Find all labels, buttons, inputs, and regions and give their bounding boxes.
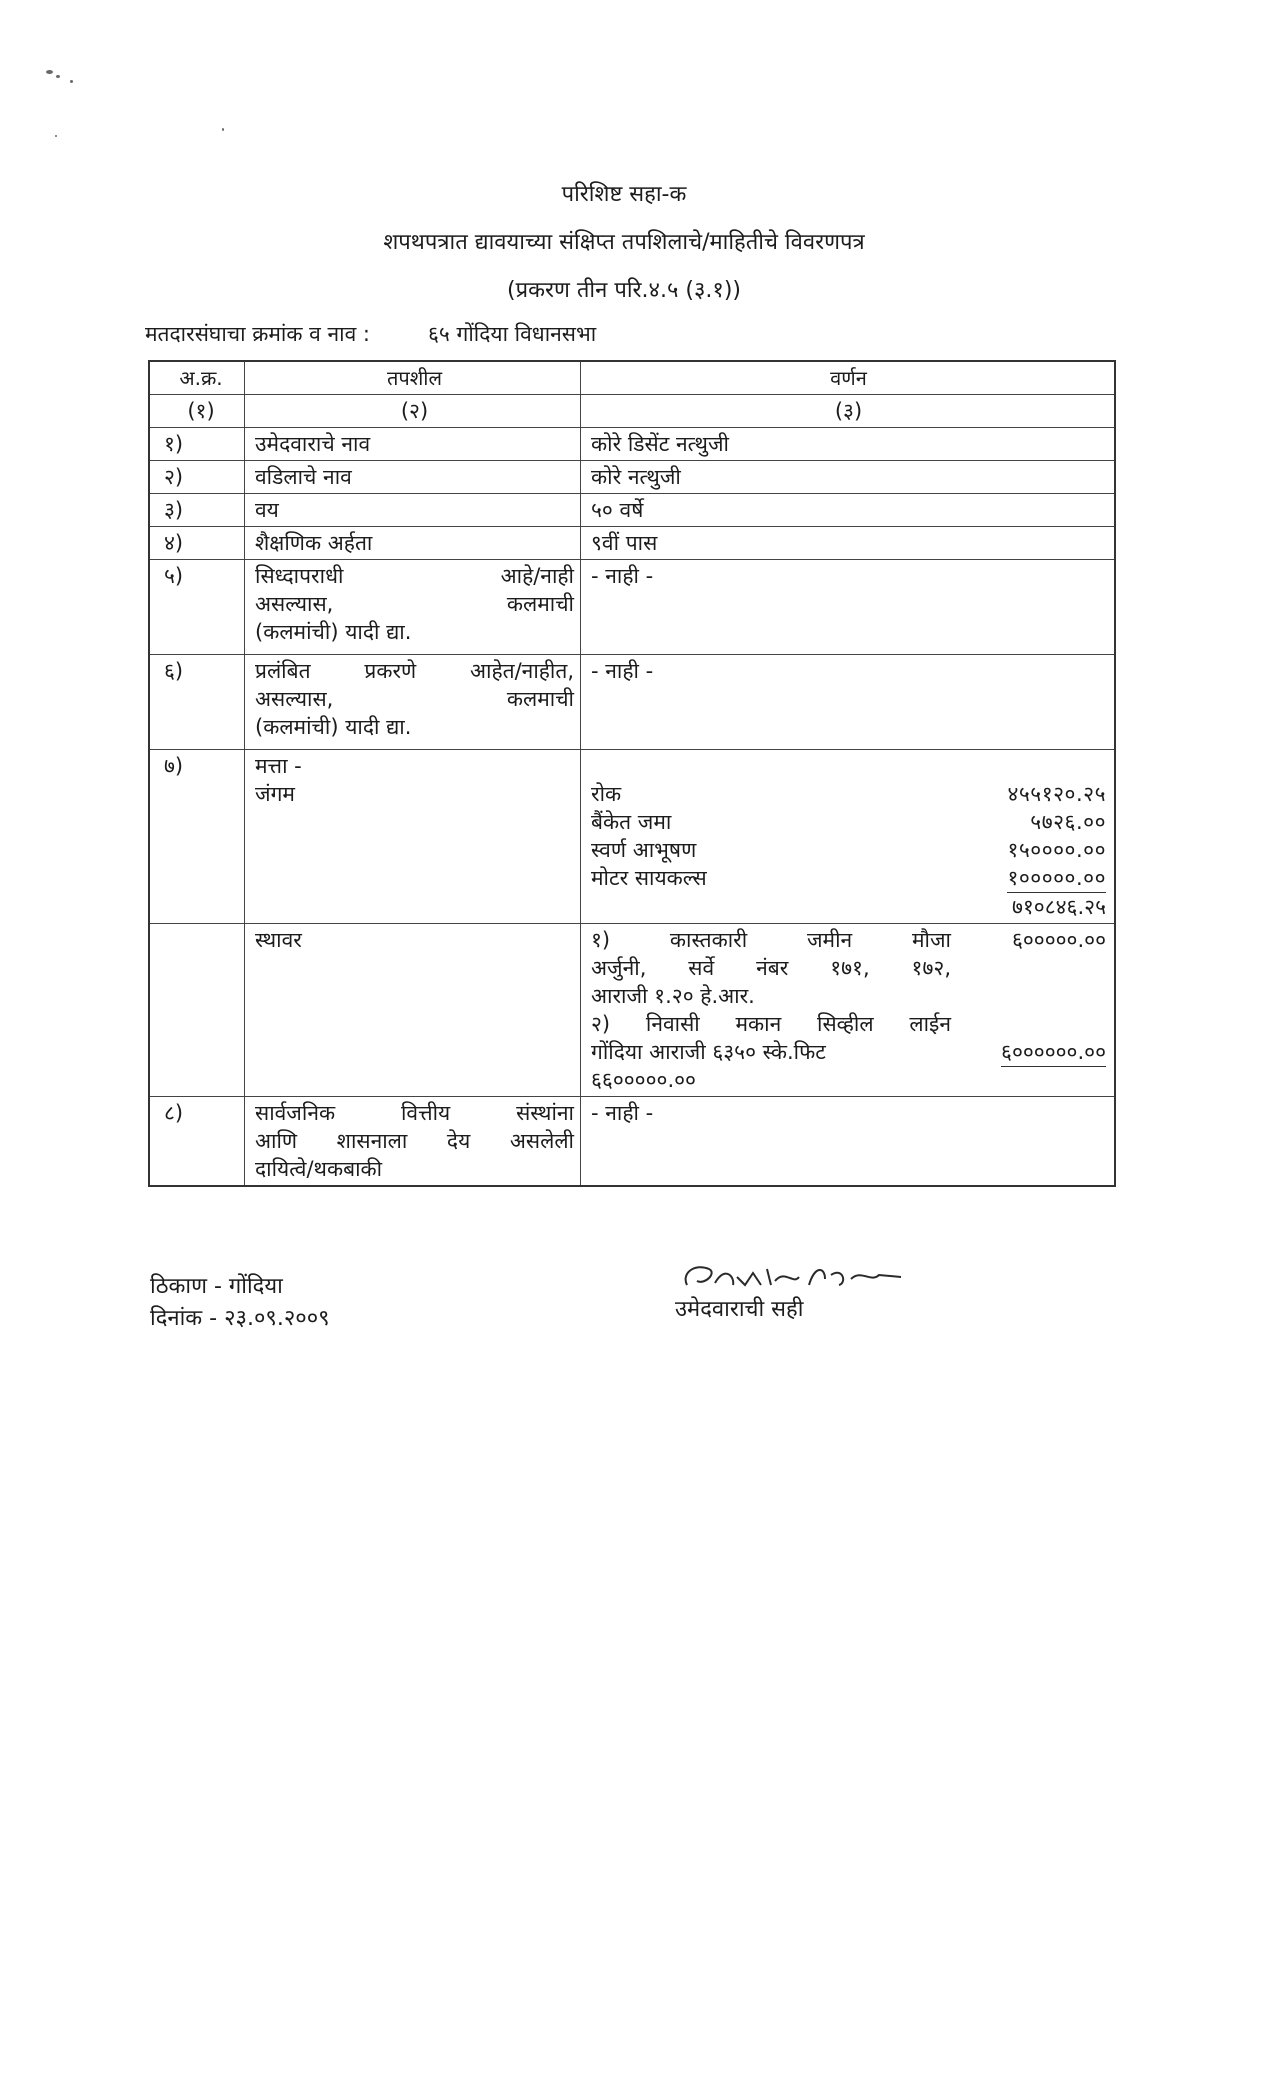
- table-row: [150, 560, 1114, 655]
- constituency-value: ६५ गोंदिया विधानसभा: [428, 322, 597, 346]
- assets-title: मत्ता -: [255, 754, 302, 778]
- movable-item-label: बैंकेत जमा: [591, 810, 672, 834]
- row-label: [245, 560, 581, 654]
- row-number-empty: [150, 924, 245, 1096]
- immovable-line: आराजी १.२० हे.आर.: [591, 984, 755, 1008]
- row-label: वय: [245, 494, 581, 526]
- row-label: [245, 655, 581, 749]
- row-label-line: (कलमांची) यादी द्या.: [255, 620, 412, 644]
- scan-speck: [70, 80, 73, 83]
- row-label-line: प्रलंबित प्रकरणे आहेत/नाहीत,: [255, 659, 574, 683]
- row-label-line: दायित्वे/थकबाकी: [255, 1157, 383, 1181]
- movable-item-label: मोटर सायकल्स: [591, 866, 707, 890]
- place-line: ठिकाण - गोंदिया: [150, 1274, 283, 1299]
- row-number: १): [150, 428, 245, 460]
- colnum-2: (२): [245, 395, 581, 427]
- document-reference: (प्रकरण तीन परि.४.५ (३.१)): [506, 278, 741, 303]
- immovable-amounts: [956, 926, 1106, 1066]
- movable-item: [591, 808, 1106, 836]
- row-value: ५० वर्षे: [591, 498, 644, 522]
- movable-label: जंगम: [255, 782, 295, 806]
- row-number: ५): [150, 560, 245, 654]
- movable-item-amount: १०००००.००: [1007, 864, 1106, 893]
- scan-speck: [46, 70, 53, 74]
- assets-immovable-row: [150, 924, 1114, 1097]
- affidavit-table: [148, 360, 1116, 1187]
- header-serial: अ.क्र.: [150, 362, 245, 394]
- table-row: [150, 655, 1114, 750]
- immovable-amount-1: ६०००००.००: [1011, 928, 1106, 952]
- table-colnum-row: [150, 395, 1114, 428]
- row-value: - नाही -: [591, 1101, 654, 1125]
- row-label-line: (कलमांची) यादी द्या.: [255, 715, 412, 739]
- immovable-line: १) कास्तकारी जमीन मौजा: [591, 928, 951, 952]
- row-label: शैक्षणिक अर्हता: [245, 527, 581, 559]
- row-value: - नाही -: [591, 564, 654, 588]
- table-header-row: [150, 362, 1114, 395]
- immovable-block: [591, 926, 1106, 1066]
- header-description: वर्णन: [830, 366, 867, 390]
- movable-item: [591, 864, 1106, 893]
- row-value: कोरे नत्थुजी: [591, 465, 681, 489]
- row-value: कोरे डिसेंट नत्थुजी: [591, 432, 729, 456]
- row-label-line: आणि शासनाला देय असलेली: [255, 1129, 574, 1153]
- immovable-line: गोंदिया आराजी ६३५० स्के.फिट: [591, 1040, 826, 1064]
- movable-item: [591, 780, 1106, 808]
- liabilities-row: [150, 1097, 1114, 1185]
- immovable-line: २) निवासी मकान सिव्हील लाईन: [591, 1012, 951, 1036]
- movable-total: ७१०८४६.२५: [1011, 895, 1106, 919]
- row-value: ९वीं पास: [591, 531, 658, 555]
- signature-caption: उमेदवाराची सही: [675, 1297, 804, 1322]
- movable-item-amount: ४५५१२०.२५: [1007, 782, 1106, 806]
- document-title: परिशिष्ट सहा-क: [561, 182, 687, 207]
- immovable-description: [591, 926, 951, 1066]
- immovable-amount-2: ६००००००.००: [1001, 1038, 1106, 1067]
- row-label-line: असल्यास, कलमाची: [255, 687, 574, 711]
- row-number: ३): [150, 494, 245, 526]
- table-row: [150, 461, 1114, 494]
- row-label: उमेदवाराचे नाव: [245, 428, 581, 460]
- scan-speck: [55, 135, 57, 137]
- row-number: ६): [150, 655, 245, 749]
- scan-speck: [56, 75, 60, 78]
- document-subtitle: शपथपत्रात द्यावयाच्या संक्षिप्त तपशिलाचे/माहितीचे विवरणपत्र: [383, 230, 865, 255]
- movable-item: [591, 836, 1106, 864]
- immovable-line: अर्जुनी, सर्वे नंबर १७१, १७२,: [591, 956, 951, 980]
- movable-item-amount: ५७२६.००: [1030, 810, 1106, 834]
- row-number: ७): [150, 750, 245, 923]
- immovable-values: [581, 924, 1114, 1096]
- date-line: दिनांक - २३.०९.२००९: [150, 1306, 330, 1331]
- row-label: [245, 1097, 581, 1185]
- constituency-label: मतदारसंघाचा क्रमांक व नाव :: [145, 322, 371, 346]
- movable-item-label: स्वर्ण आभूषण: [591, 838, 697, 862]
- row-label-line: असल्यास, कलमाची: [255, 592, 574, 616]
- row-label-line: सिध्दापराधी आहे/नाही: [255, 564, 574, 588]
- signature-block: [675, 1255, 905, 1337]
- assets-movable-row: [150, 750, 1114, 924]
- row-value: - नाही -: [591, 659, 654, 683]
- row-label: वडिलाचे नाव: [245, 461, 581, 493]
- row-number: ४): [150, 527, 245, 559]
- immovable-label: स्थावर: [245, 924, 581, 1096]
- header-detail: तपशील: [245, 362, 581, 394]
- colnum-3: (३): [834, 399, 863, 423]
- row-number: ८): [150, 1097, 245, 1185]
- assets-label: [245, 750, 581, 923]
- movable-item-label: रोक: [591, 782, 622, 806]
- movable-values: [581, 750, 1114, 923]
- scan-speck: [222, 128, 224, 131]
- row-label-line: सार्वजनिक वित्तीय संस्थांना: [255, 1101, 574, 1125]
- table-row: [150, 428, 1114, 461]
- movable-item-amount: १५००००.००: [1007, 838, 1106, 862]
- colnum-1: (१): [150, 395, 245, 427]
- constituency-line: [145, 320, 596, 348]
- table-row: [150, 494, 1114, 527]
- immovable-total: ६६०००००.००: [591, 1068, 696, 1092]
- table-row: [150, 527, 1114, 560]
- row-number: २): [150, 461, 245, 493]
